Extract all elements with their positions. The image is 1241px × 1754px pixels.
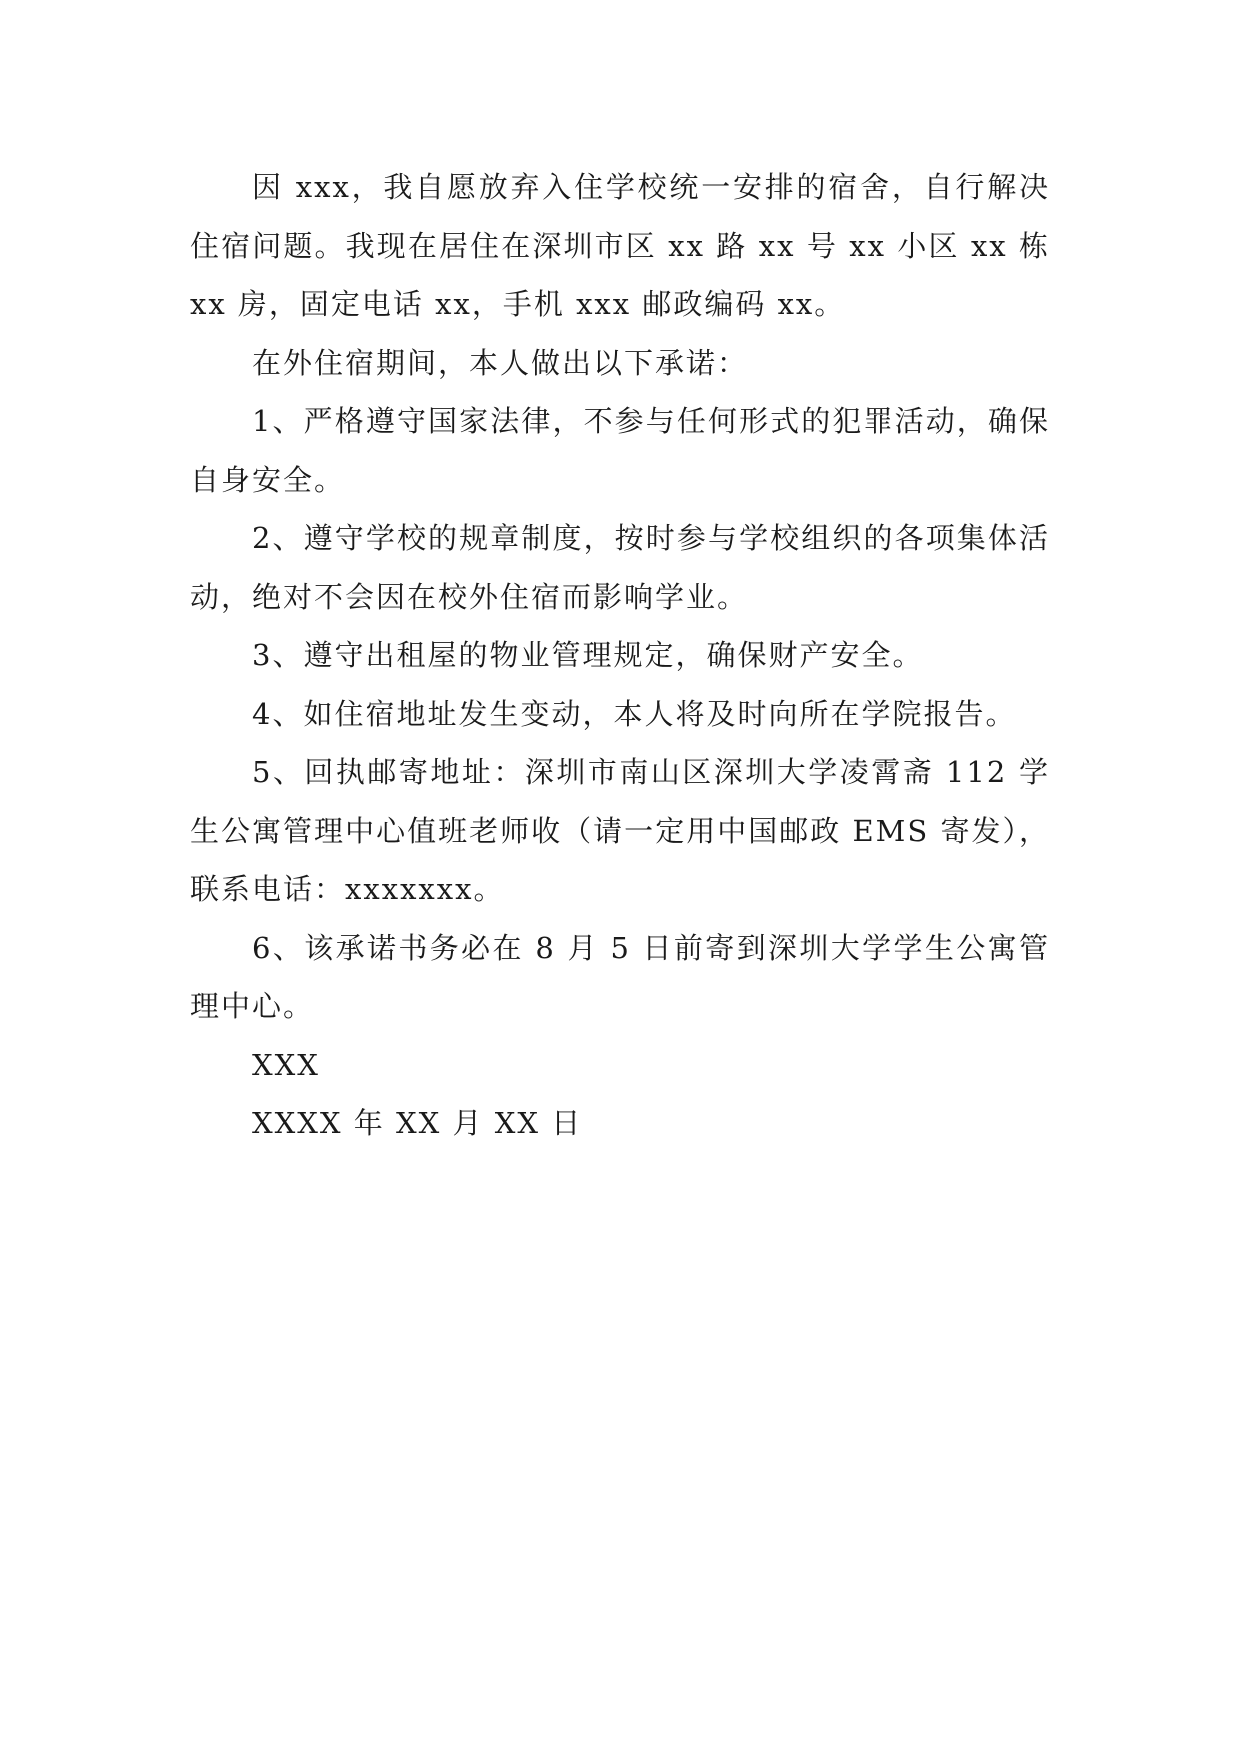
paragraph-intro: 因 xxx，我自愿放弃入住学校统一安排的宿舍，自行解决住宿问题。我现在居住在深圳市区 xx 路 xx 号 xx 小区 xx 栋 xx 房，固定电话 xx，手机 xxx 邮政编码 xx。 bbox=[190, 170, 1050, 321]
paragraph-item-5: 5、回执邮寄地址：深圳市南山区深圳大学凌霄斋 112 学生公寓管理中心值班老师收（请一定用中国邮政 EMS 寄发），联系电话：xxxxxxx。 bbox=[190, 755, 1050, 906]
paragraph-item-6: 6、该承诺书务必在 8 月 5 日前寄到深圳大学学生公寓管理中心。 bbox=[190, 930, 1050, 1023]
document-body bbox=[190, 158, 1050, 1153]
signature-date: XXXX 年 XX 月 XX 日 bbox=[252, 1106, 583, 1140]
signature-name: XXX bbox=[252, 1047, 320, 1082]
paragraph-item-1: 1、严格遵守国家法律，不参与任何形式的犯罪活动，确保自身安全。 bbox=[190, 404, 1050, 497]
paragraph-item-3: 3、遵守出租屋的物业管理规定，确保财产安全。 bbox=[252, 638, 924, 672]
paragraph-item-2: 2、遵守学校的规章制度，按时参与学校组织的各项集体活动，绝对不会因在校外住宿而影响学业。 bbox=[190, 521, 1050, 614]
paragraph-commitment-heading: 在外住宿期间，本人做出以下承诺： bbox=[252, 345, 749, 380]
paragraph-item-4: 4、如住宿地址发生变动，本人将及时向所在学院报告。 bbox=[252, 696, 1017, 731]
